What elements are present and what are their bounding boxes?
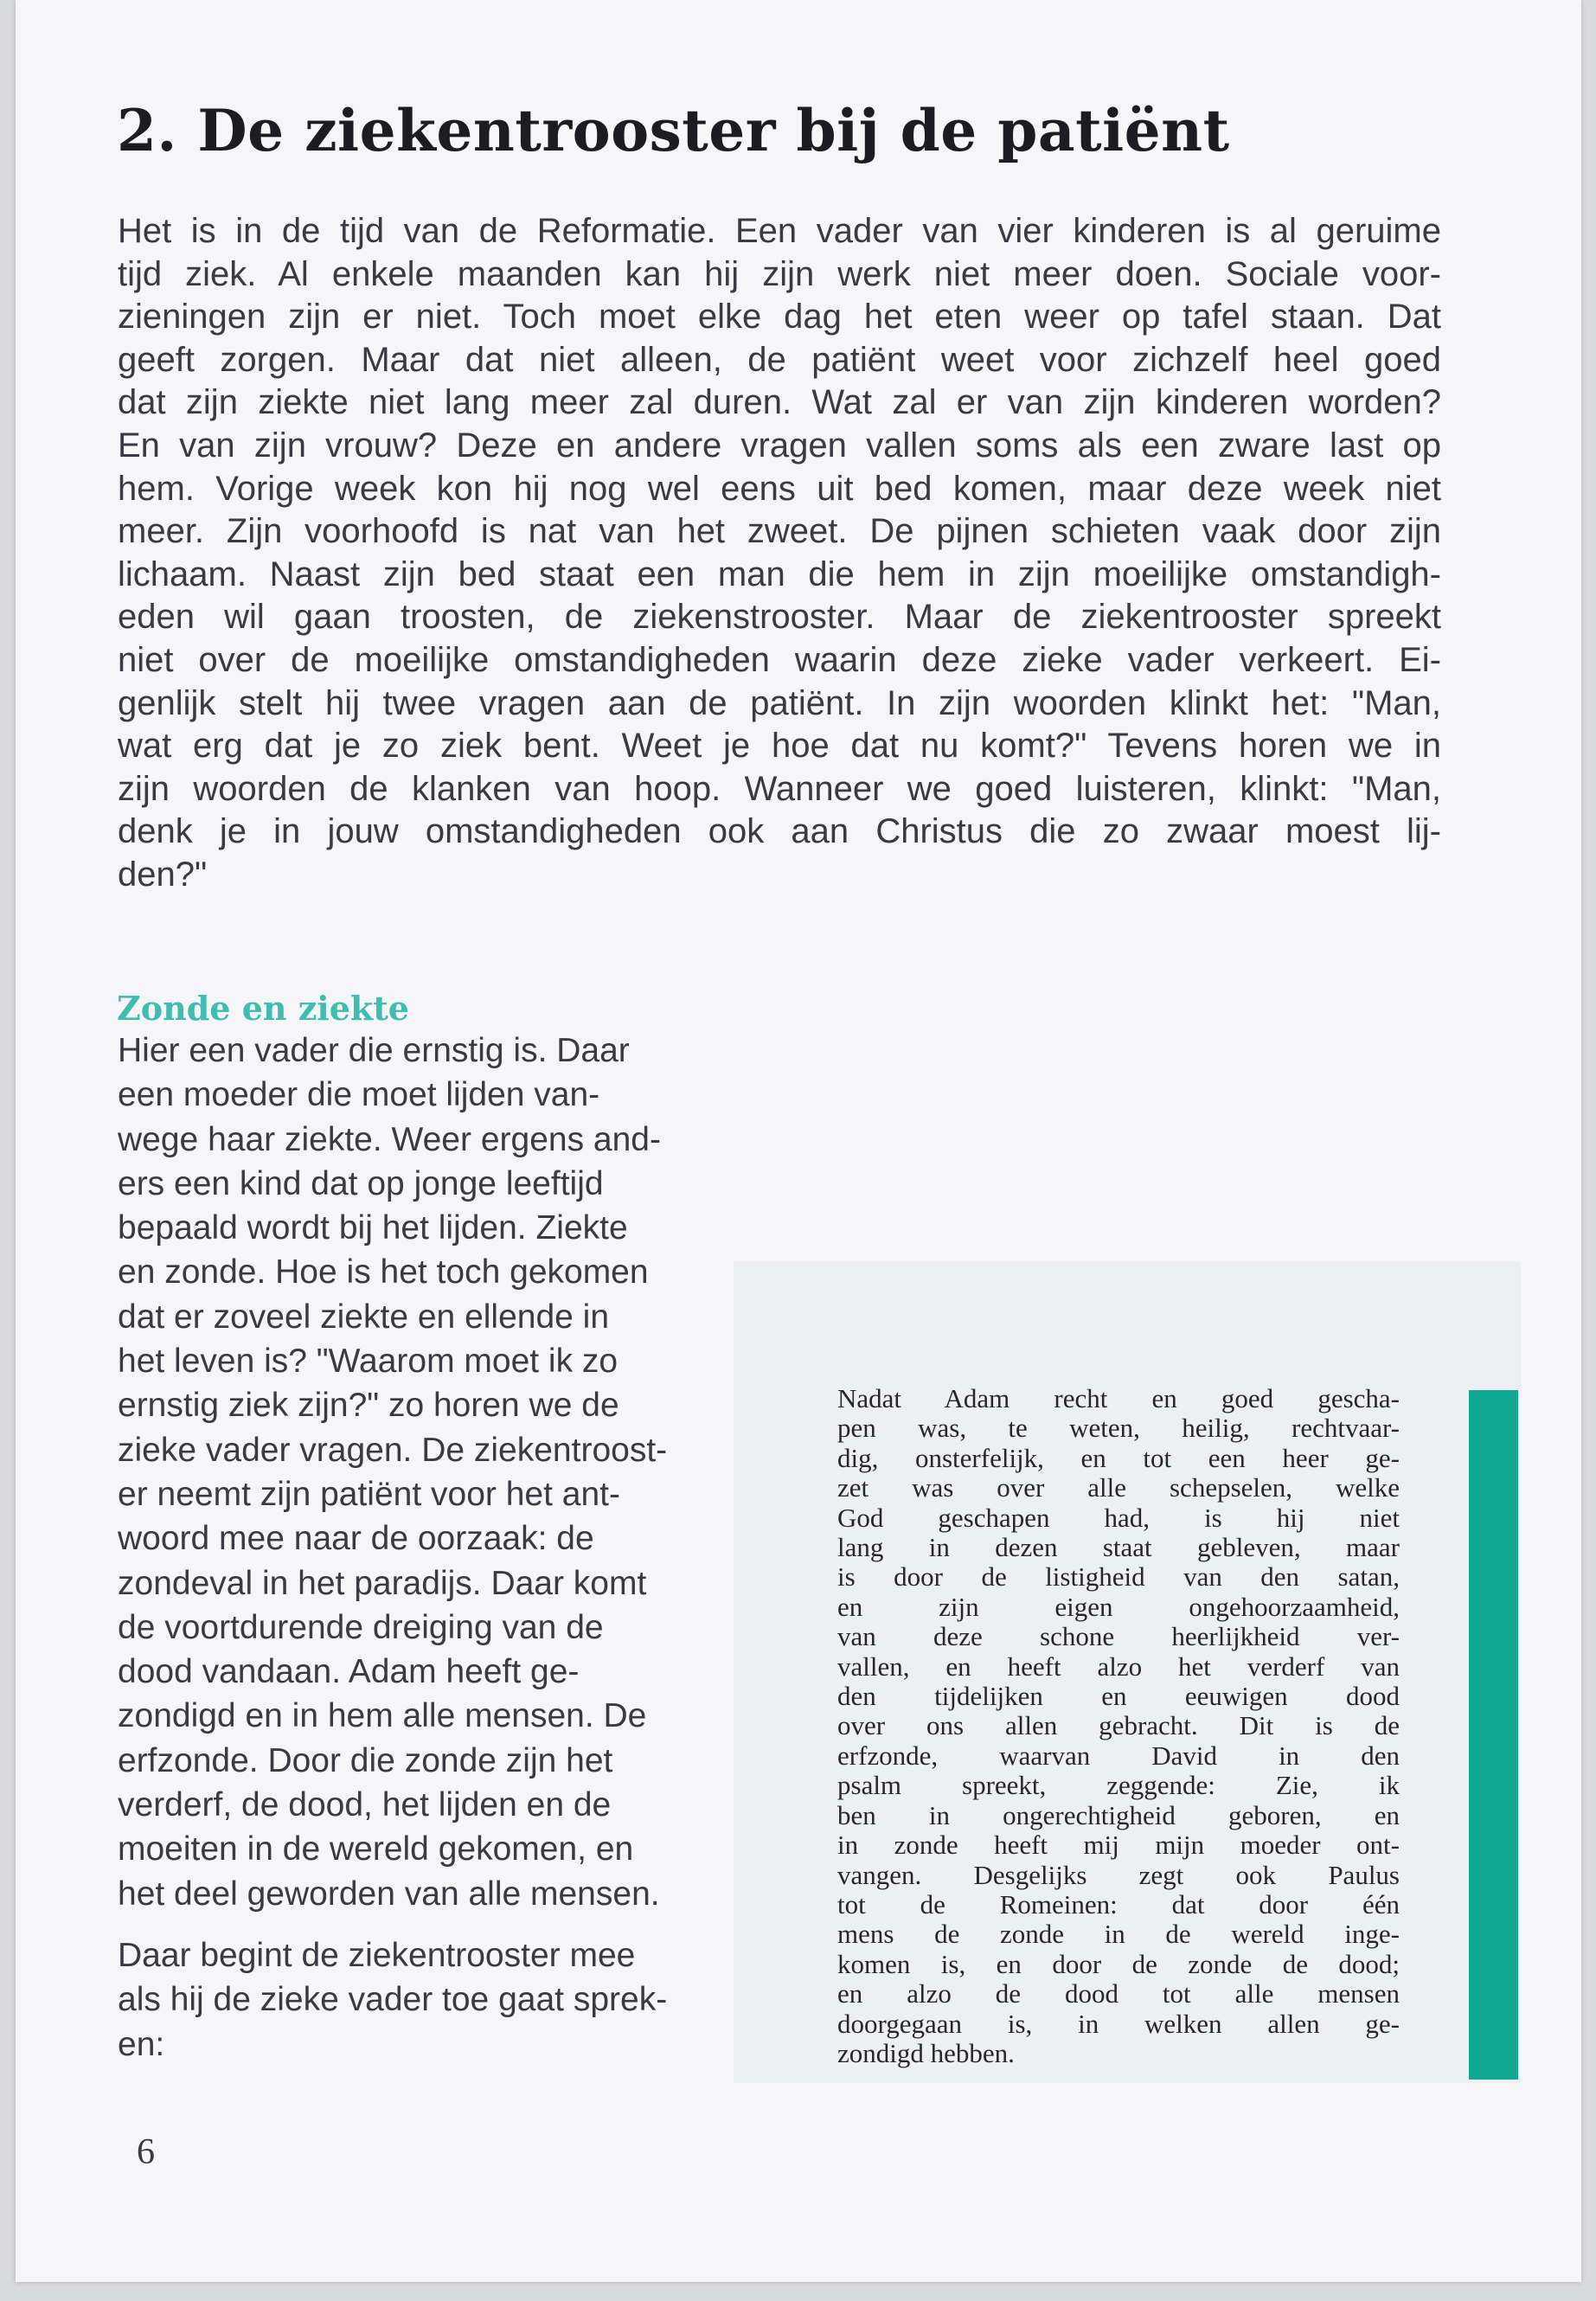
quote-line: God geschapen had, is hij niet xyxy=(837,1502,1400,1533)
intro-line: lichaam. Naast zijn bed staat een man die hem in zijn moeilijke omstandigh- xyxy=(118,554,1441,593)
intro-line: denk je in jouw omstandigheden ook aan Christus die zo zwaar moest lij- xyxy=(118,812,1441,851)
chapter-title: 2. De ziekentrooster bij de patiënt xyxy=(117,97,1230,164)
quote-line: mens de zonde in de wereld inge- xyxy=(837,1919,1400,1950)
body-line: Daar begint de ziekentrooster mee xyxy=(118,1936,636,1974)
page xyxy=(16,0,1581,2282)
body-line: erfzonde. Door die zonde zijn het xyxy=(118,1741,613,1779)
quote-line: lang in dezen staat gebleven, maar xyxy=(837,1532,1400,1563)
intro-line: hem. Vorige week kon hij nog wel eens uit bed komen, maar deze week niet xyxy=(118,469,1441,508)
quote-line: den tijdelijken en eeuwigen dood xyxy=(837,1681,1400,1712)
intro-line: meer. Zijn voorhoofd is nat van het zweet. De pijnen schieten vaak door zijn xyxy=(118,512,1441,551)
body-line: dood vandaan. Adam heeft ge- xyxy=(118,1653,580,1691)
section-paragraph xyxy=(118,1029,740,1916)
quote-line: en zijn eigen ongehoorzaamheid, xyxy=(837,1591,1400,1622)
intro-line: zieningen zijn er niet. Toch moet elke dag het eten weer op tafel staan. Dat xyxy=(118,298,1441,336)
section-heading: Zonde en ziekte xyxy=(117,989,409,1028)
quote-line: in zonde heeft mij mijn moeder ont- xyxy=(837,1830,1400,1861)
body-line: zondeval in het paradijs. Daar komt xyxy=(118,1564,647,1602)
body-line: het deel geworden van alle mensen. xyxy=(118,1875,660,1913)
body-line: dat er zoveel ziekte en ellende in xyxy=(118,1298,610,1336)
confession-quote xyxy=(837,1384,1400,2068)
intro-line: geeft zorgen. Maar dat niet alleen, de patiënt weet voor zichzelf heel goed xyxy=(118,340,1441,379)
body-line: en: xyxy=(118,2025,165,2063)
quote-line: is door de listigheid van den satan, xyxy=(837,1561,1400,1593)
intro-line: Het is in de tijd van de Reformatie. Een vader van vier kinderen is al geruime xyxy=(118,212,1441,250)
body-line: moeiten in de wereld gekomen, en xyxy=(118,1830,634,1868)
body-line: bepaald wordt bij het lijden. Ziekte xyxy=(118,1209,628,1247)
quote-line: erfzonde, waarvan David in den xyxy=(837,1740,1400,1771)
quote-line: over ons allen gebracht. Dit is de xyxy=(837,1710,1400,1741)
body-line: zieke vader vragen. De ziekentroost- xyxy=(118,1431,668,1469)
intro-line: niet over de moeilijke omstandigheden waarin deze zieke vader verkeert. Ei- xyxy=(118,640,1441,679)
body-line: en zonde. Hoe is het toch gekomen xyxy=(118,1253,649,1292)
body-line: het leven is? "Waarom moet ik zo xyxy=(118,1343,619,1381)
intro-line: zijn woorden de klanken van hoop. Wanneer we goed luisteren, klinkt: "Man, xyxy=(118,769,1441,808)
intro-line: den?" xyxy=(118,855,208,894)
body-line: zondigd en in hem alle mensen. De xyxy=(118,1697,647,1735)
quote-line: psalm spreekt, zeggende: Zie, ik xyxy=(837,1770,1400,1801)
quote-line: zondigd hebben. xyxy=(837,2037,1015,2068)
intro-line: wat erg dat je zo ziek bent. Weet je hoe dat nu komt?" Tevens horen we in xyxy=(118,727,1441,766)
section-body xyxy=(118,1029,740,2067)
body-line: woord mee naar de oorzaak: de xyxy=(118,1520,594,1558)
quote-line: doorgegaan is, in welken allen ge- xyxy=(837,2008,1400,2039)
intro-paragraph xyxy=(118,210,1441,897)
body-line: verderf, de dood, het lijden en de xyxy=(118,1786,612,1824)
quote-line: vangen. Desgelijks zegt ook Paulus xyxy=(837,1859,1400,1890)
section-paragraph xyxy=(118,1933,740,2067)
intro-line: En van zijn vrouw? Deze en andere vragen vallen soms als een zware last op xyxy=(118,426,1441,465)
body-line: er neemt zijn patiënt voor het ant- xyxy=(118,1475,620,1513)
quote-line: tot de Romeinen: dat door één xyxy=(837,1888,1400,1920)
quote-line: dig, onsterfelijk, en tot een heer ge- xyxy=(837,1442,1400,1473)
quote-line: ben in ongerechtigheid geboren, en xyxy=(837,1799,1400,1830)
body-line: een moeder die moet lijden van- xyxy=(118,1076,600,1114)
intro-line: genlijk stelt hij twee vragen aan de patiënt. In zijn woorden klinkt het: "Man, xyxy=(118,683,1441,722)
intro-line: dat zijn ziekte niet lang meer zal duren. Wat zal er van zijn kinderen worden? xyxy=(118,383,1441,422)
body-line: de voortdurende dreiging van de xyxy=(118,1608,604,1646)
quote-line: Nadat Adam recht en goed gescha- xyxy=(837,1383,1400,1413)
body-line: ernstig ziek zijn?" zo horen we de xyxy=(118,1387,619,1425)
body-line: als hij de zieke vader toe gaat sprek- xyxy=(118,1981,668,2019)
quote-line: vallen, en heeft alzo het verderf van xyxy=(837,1650,1400,1682)
quote-line: komen is, en door de zonde de dood; xyxy=(837,1948,1400,1979)
quote-line: en alzo de dood tot alle mensen xyxy=(837,1978,1400,2009)
body-line: ers een kind dat op jonge leeftijd xyxy=(118,1164,604,1202)
quote-line: van deze schone heerlijkheid ver- xyxy=(837,1621,1400,1652)
intro-line: tijd ziek. Al enkele maanden kan hij zijn werk niet meer doen. Sociale voor- xyxy=(118,254,1441,293)
accent-bar xyxy=(1469,1390,1518,2080)
page-number: 6 xyxy=(137,2132,155,2172)
quote-line: zet was over alle schepselen, welke xyxy=(837,1472,1400,1503)
intro-line: eden wil gaan troosten, de ziekenstrooster. Maar de ziekentrooster spreekt xyxy=(118,598,1441,637)
quote-line: pen was, te weten, heilig, rechtvaar- xyxy=(837,1413,1400,1444)
body-line: Hier een vader die ernstig is. Daar xyxy=(118,1032,630,1069)
body-line: wege haar ziekte. Weer ergens and- xyxy=(118,1120,661,1158)
